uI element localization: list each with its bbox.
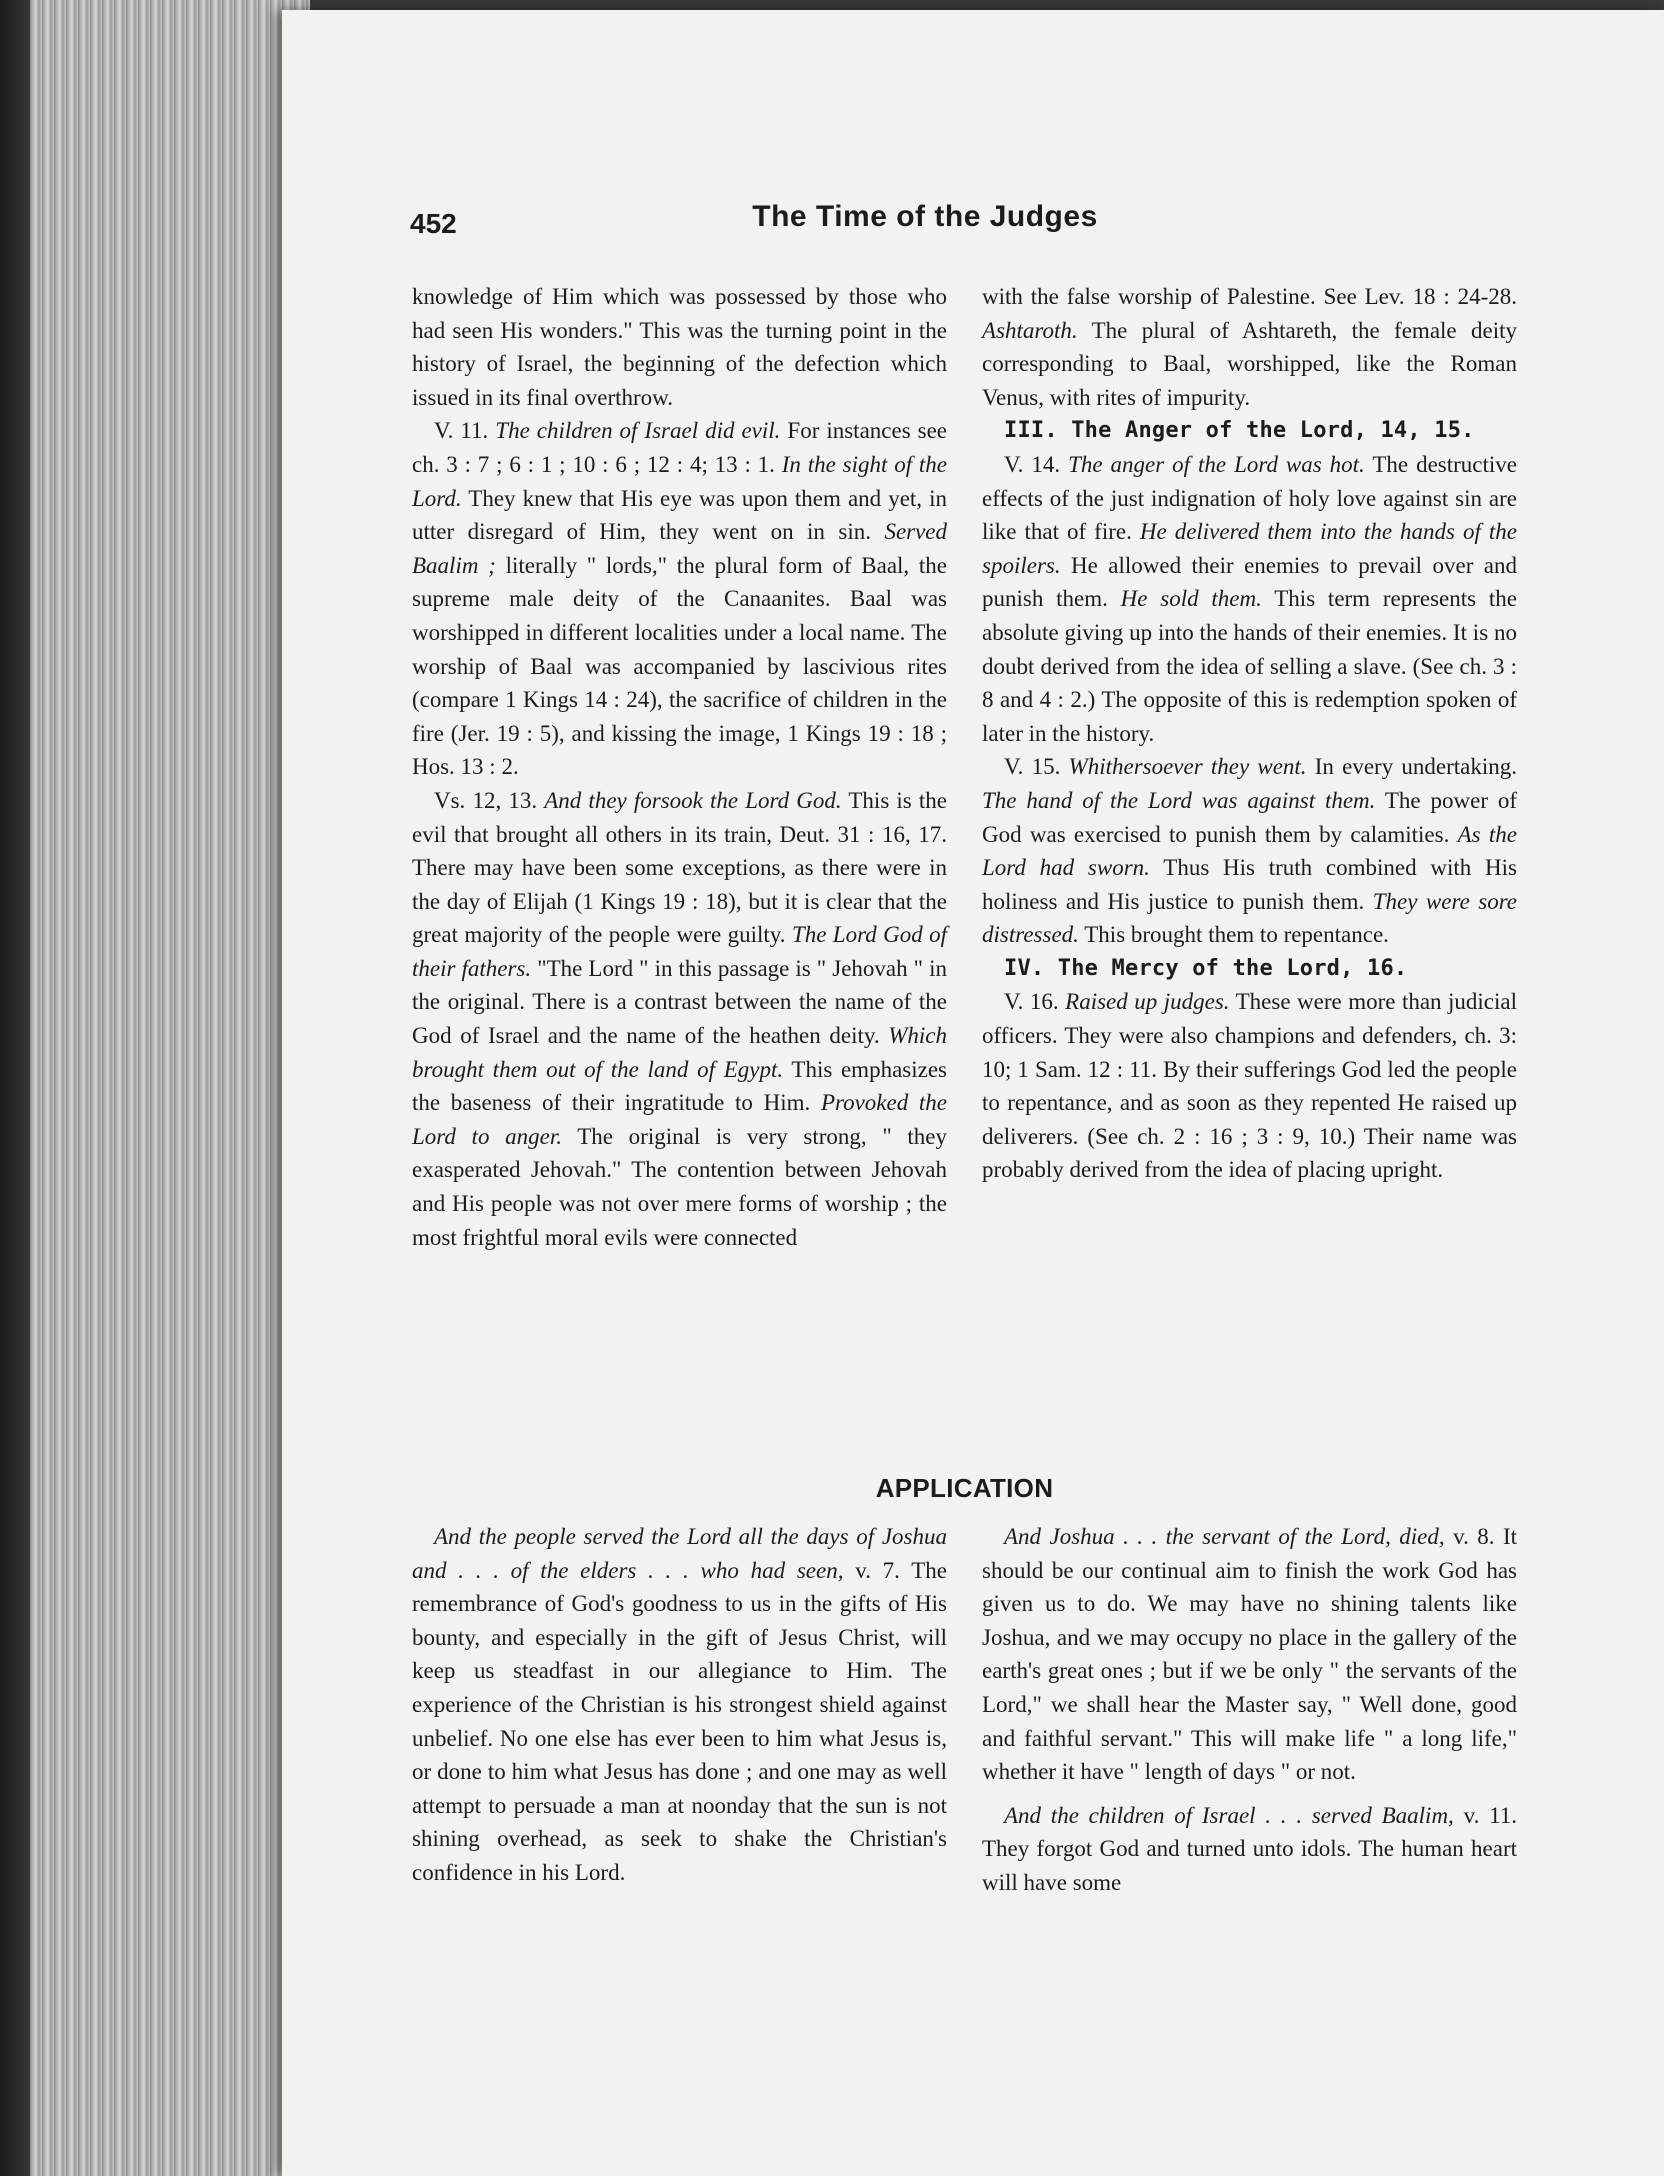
italic-phrase: Which brought them out of the land of Egypt. — [412, 1023, 947, 1082]
italic-phrase: And the children of Israel . . . served Baalim, — [1004, 1802, 1454, 1828]
text: They knew that His eye was upon them and yet, in utter disregard of Him, they went on in sin. — [412, 485, 948, 545]
left-column — [412, 280, 947, 1254]
application-left-column — [412, 1520, 947, 1890]
application-right-column — [982, 1520, 1517, 1900]
italic-phrase: The children of Israel did evil. — [495, 418, 781, 444]
text: The power of God was exercised to punish them by calamities. — [982, 787, 1517, 847]
application-paragraph — [982, 1799, 1517, 1900]
text: literally " lords," the plural form of Baal, the supreme male deity of the Canaanites. Baal was worshipped in different localities under a local name. The worship of Baal was accompanied by lascivious rites (compare 1 Kings 14 : 24), the sacrifice of children in the fire (Jer. 19 : 5), and kissing the image, 1 Kings 19 : 18 ; Hos. 13 : 2. — [412, 552, 948, 780]
italic-phrase: Ashtaroth. — [982, 317, 1078, 343]
paragraph-vs12-13 — [412, 784, 947, 1254]
paragraph-v16 — [982, 985, 1517, 1187]
italic-phrase: The hand of the Lord was against them. — [982, 787, 1376, 813]
section-heading-iii: III. The Anger of the Lord, 14, 15. — [1004, 418, 1475, 444]
paragraph-v14 — [982, 448, 1517, 750]
text: This emphasizes the baseness of their ingratitude to Him. — [412, 1056, 947, 1116]
italic-phrase: They were sore distressed. — [982, 888, 1517, 948]
section-heading-iv: IV. The Mercy of the Lord, 16. — [1004, 955, 1408, 981]
text: The plural of Ashtareth, the female deity corresponding to Baal, worshipped, like the Roman Venus, with rites of impurity. — [982, 317, 1517, 410]
application-heading: APPLICATION — [875, 1473, 1054, 1503]
verse-ref: V. 15. — [1004, 754, 1061, 780]
right-column — [982, 280, 1517, 1187]
italic-phrase: He sold them. — [1120, 586, 1262, 612]
page-number: 452 — [410, 208, 457, 239]
text: Thus His truth combined with His holiness and His justice to punish them. — [982, 855, 1517, 914]
text: This term represents the absolute giving up into the hands of their enemies. It is no doubt derived from the idea of selling a slave. (See ch. 3 : 8 and 4 : 2.) The opposite of this is redemption spoken of later in the history. — [982, 586, 1517, 746]
verse-ref: V. 14. — [1004, 451, 1061, 477]
verse-ref: V. 11. — [434, 418, 489, 444]
text: He allowed their enemies to prevail over and punish them. — [982, 552, 1518, 612]
text: For instances see ch. 3 : 7 ; 6 : 1 ; 10 : 6 ; 12 : 4; 13 : 1. — [412, 418, 948, 477]
italic-phrase: Served Baalim ; — [412, 519, 948, 578]
text: with the false worship of Palestine. See Lev. 18 : 24-28. — [982, 284, 1517, 309]
paragraph: knowledge of Him which was possessed by those who had seen His wonders." This was the turning point in the history of Israel, the beginning of the defection which issued in its final overthrow. — [412, 284, 947, 410]
text: In every undertaking. — [1314, 754, 1518, 780]
book-page — [282, 10, 1664, 2176]
verse-ref: V. 16. — [1004, 989, 1059, 1015]
italic-phrase: Whithersoever they went. — [1068, 754, 1307, 780]
paragraph-v11 — [412, 414, 947, 784]
text: v. 11. They forgot God and turned unto idols. The human heart will have some — [982, 1802, 1517, 1895]
text: "The Lord " in this passage is " Jehovah " in the original. There is a contrast between the name of the God of Israel and the name of the heathen deity. — [412, 955, 947, 1049]
text: These were more than judicial officers. They were also champions and defenders, ch. 3: 10; 1 Sam. 12 : 11. By their sufferings God led the people to repentance, and as soon as they repented He raised up deliverers. (See ch. 2 : 16 ; 3 : 9, 10.) Their name was probably derived from the idea of placing upright. — [982, 989, 1518, 1183]
running-title: The Time of the Judges — [752, 200, 1098, 233]
italic-phrase: As the Lord had sworn. — [982, 821, 1517, 881]
text: This is the evil that brought all others in its train, Deut. 31 : 16, 17. There may have been some exceptions, as there were in the day of Elijah (1 Kings 19 : 18), but it is clear that the great majority of the people were guilty. — [412, 787, 947, 948]
italic-phrase: And they forsook the Lord God. — [544, 787, 842, 813]
paragraph — [982, 280, 1517, 414]
italic-phrase: Provoked the Lord to anger. — [412, 1090, 948, 1149]
page-header — [410, 200, 1440, 250]
text: v. 8. It should be our continual aim to finish the work God has given us to do. We may have no shining talents like Joshua, and we may occupy no place in the gallery of the earth's great ones ; but if we be only " the servants of the Lord," we shall hear the Master say, " Well done, good and faithful servant." This will make life " a long life," whether it have " length of days " or not. — [982, 1524, 1517, 1785]
book-page-edges — [30, 0, 310, 2176]
text: v. 7. The remembrance of God's goodness to us in the gifts of His bounty, and especially in the gift of Jesus Christ, will keep us steadfast in our allegiance to Him. The experience of the Christian is his strongest shield against unbelief. No one else has ever been to him what Jesus is, or done to him what Jesus has done ; and one may as well attempt to persuade a man at noonday that the sun is not shining overhead, as seek to shake the Christian's confidence in his Lord. — [412, 1557, 948, 1885]
italic-phrase: The Lord God of their fathers. — [412, 922, 948, 981]
italic-phrase: The anger of the Lord was hot. — [1068, 451, 1365, 477]
verse-ref: Vs. 12, 13. — [434, 787, 538, 813]
italic-phrase: In the sight of the Lord. — [412, 451, 947, 511]
paragraph-v15 — [982, 750, 1517, 952]
text: The original is very strong, " they exasperated Jehovah." The contention between Jehovah and His people was not over mere forms of worship ; the most frightful moral evils were connected — [412, 1123, 948, 1250]
application-paragraph — [412, 1520, 947, 1890]
text: This brought them to repentance. — [1084, 922, 1389, 948]
italic-phrase: And the people served the Lord all the days of Joshua and . . . of the elders . . . who had seen, — [412, 1524, 947, 1583]
text: The destructive effects of the just indignation of holy love against sin are like that of fire. — [982, 451, 1517, 545]
italic-phrase: Raised up judges. — [1065, 989, 1230, 1015]
italic-phrase: He delivered them into the hands of the spoilers. — [982, 519, 1517, 578]
application-paragraph — [982, 1520, 1517, 1789]
italic-phrase: And Joshua . . . the servant of the Lord, died, — [1004, 1524, 1445, 1549]
